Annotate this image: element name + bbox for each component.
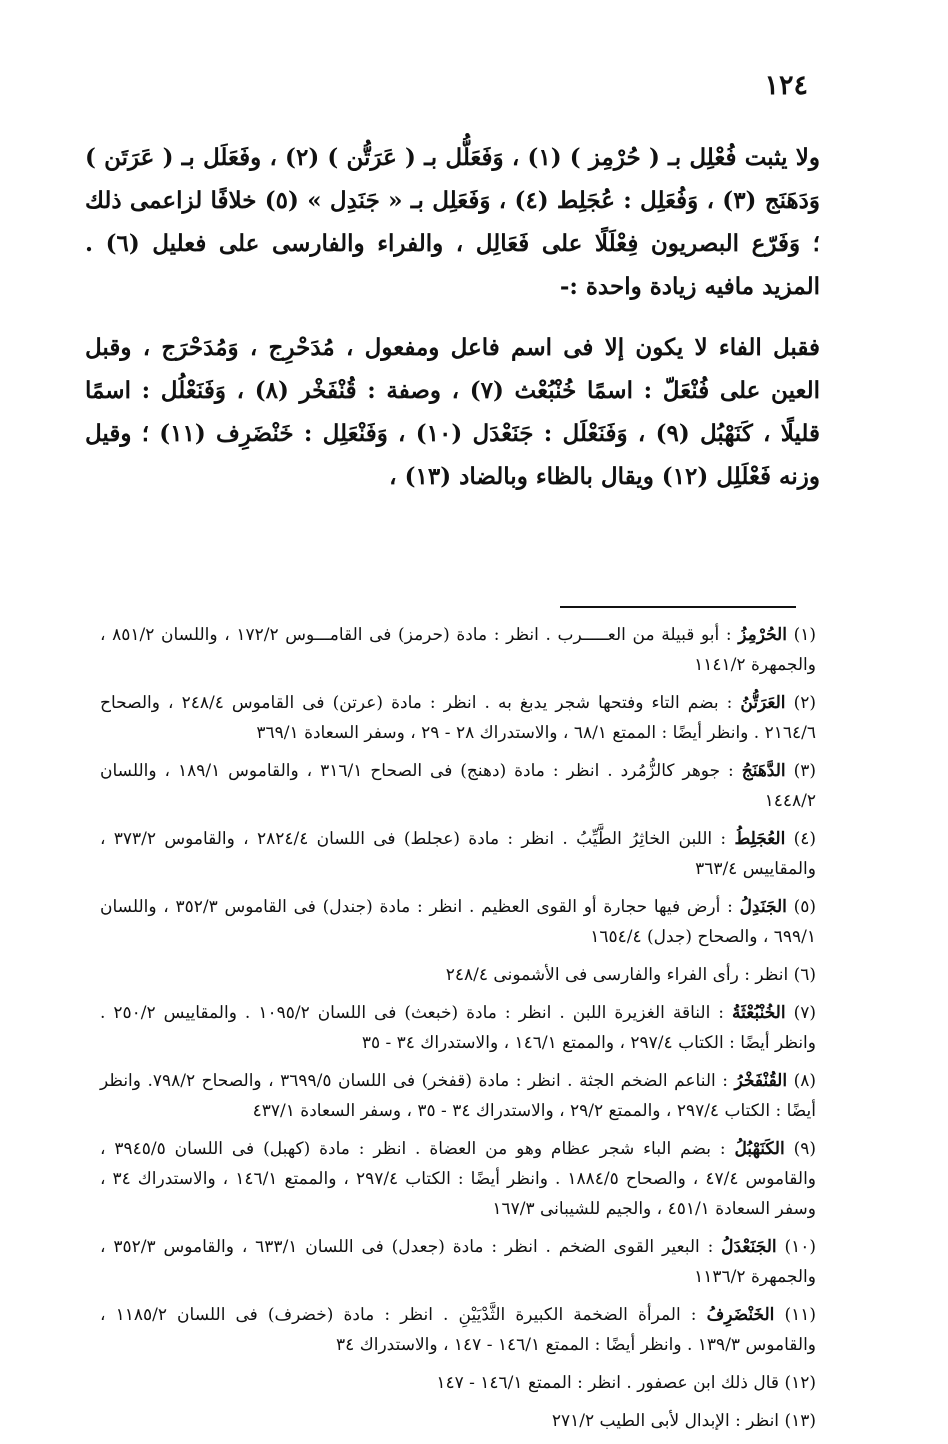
footnote-term: العُجَلِطُ bbox=[734, 829, 786, 849]
footnote bbox=[100, 620, 816, 680]
footnote-text: : الناعم الضخم الجثة . انظر : مادة (قفخر) فى اللسان ٣٦٩٩/٥ ، والصحاح ٧٩٨/٢. وانظر أيضًا : الكتاب ٢٩٧/٤ ، والممتع ٢٩/٢ ، والاستدراك ٣٤ - ٣٥ ، وسفر السعادة ٤٣٧/١ bbox=[100, 1071, 816, 1121]
footnote-text: : المرأة الضخمة الكبيرة الثَّدْيَيْنِ . انظر : مادة (خضرف) فى اللسان ١١٨٥/٢ ، والقاموس ١٣٩/٣ . وانظر أيضًا : الممتع ١٤٦/١ - ١٤٧ ، والاستدراك ٣٤ bbox=[100, 1305, 816, 1355]
footnote-term: الكَنَهْبُلُ bbox=[734, 1139, 785, 1159]
footnote bbox=[100, 1368, 816, 1398]
footnote bbox=[100, 824, 816, 884]
footnote-text: : أبو قبيلة من العـــــرب . انظر : مادة (حرمز) فى القامـــوس ١٧٢/٢ ، واللسان ٨٥١/٢ ، والجمهرة ١١٤١/٢ bbox=[100, 625, 816, 675]
footnote-text: انظر : الإبدال لأبى الطيب ٢٧١/٢ bbox=[551, 1411, 780, 1431]
footnote bbox=[100, 998, 816, 1058]
footnote-marker: (٧) bbox=[793, 1003, 817, 1023]
footnote-marker: (١٣) bbox=[784, 1411, 816, 1431]
page-number: ١٢٤ bbox=[764, 70, 808, 101]
footnote-marker: (١١) bbox=[784, 1305, 816, 1325]
footnote bbox=[100, 756, 816, 816]
footnote-marker: (٥) bbox=[793, 897, 816, 917]
footnote bbox=[100, 688, 816, 748]
footnote-marker: (٢) bbox=[793, 693, 817, 713]
paragraph: ولا يثبت فُعْلِل بـ ( حُرْمِز ) (١) ، وَفَعَلُّل بـ ( عَرَتُّن ) (٢) ، وفَعَلَل بـ ( عَرَتَن ) وَدَهَنَج (٣) ، وَفُعَلِل : عُجَلِط (٤) ، وَفَعَلِل بـ « جَنَدِل » (٥) خلافًا لزاعمى ذلك ؛ وَفَرّع البصريون فِعْلَلًا على فَعَالِل ، والفراء والفارسى على فعليل (٦) . المزيد مافيه زيادة واحدة :- bbox=[85, 144, 820, 300]
footnote-marker: (١٢) bbox=[784, 1373, 816, 1393]
footnote-separator bbox=[560, 606, 796, 608]
footnote bbox=[100, 1066, 816, 1126]
footnote-marker: (٣) bbox=[793, 761, 817, 781]
footnote-term: القُنْفَخْرُ bbox=[734, 1071, 788, 1091]
footnote-marker: (١) bbox=[793, 625, 817, 645]
footnote bbox=[100, 1300, 816, 1360]
footnote-term: الخَنْضَرِفُ bbox=[706, 1305, 775, 1325]
footnote-term: الجَنَعْدَلُ bbox=[721, 1237, 777, 1257]
footnote-text: : بضم التاء وفتحها شجر يدبغ به . انظر : مادة (عرتن) فى القاموس ٢٤٨/٤ ، والصحاح ٢١٦٤/٦ . وانظر أيضًا : الممتع ٦٨/١ ، والاستدراك ٢٨ - ٢٩ ، وسفر السعادة ٣٦٩/١ bbox=[100, 693, 816, 743]
footnote-term: الدَّهَنَجُ bbox=[741, 761, 786, 781]
main-text bbox=[85, 136, 820, 498]
footnote-term: العَرَتُّنُ bbox=[740, 693, 786, 713]
footnote-text: : الناقة الغزيرة اللبن . انظر : مادة (خبعث) فى اللسان ١٠٩٥/٢ . والمقاييس ٢٥٠/٢ . وانظر أيضًا : الكتاب ٢٩٧/٤ ، والممتع ١٤٦/١ ، والاستدراك ٣٤ - ٣٥ bbox=[100, 1003, 816, 1053]
footnote bbox=[100, 892, 816, 952]
footnote-text: : البعير القوى الضخم . انظر : مادة (جعدل) فى اللسان ٦٣٣/١ ، والقاموس ٣٥٢/٣ ، والجمهرة ١١٣٦/٢ bbox=[100, 1237, 816, 1287]
footnote-text: قال ذلك ابن عصفور . انظر : الممتع ١٤٦/١ - ١٤٧ bbox=[436, 1373, 780, 1393]
footnote-marker: (٨) bbox=[793, 1071, 816, 1091]
footnote-marker: (٦) bbox=[793, 965, 816, 985]
footnote-term: الحُرْمِزُ bbox=[738, 625, 787, 645]
footnote-text: : أرض فيها حجارة أو القوى العظيم . انظر : مادة (جندل) فى القاموس ٣٥٢/٣ ، واللسان ٦٩٩/١ ، والصحاح (جدل) ١٦٥٤/٤ bbox=[100, 897, 816, 947]
footnote-text: : بضم الباء شجر عظام وهو من العضاة . انظر : مادة (كهبل) فى اللسان ٣٩٤٥/٥ ، والقاموس ٤٧/٤ ، والصحاح ١٨٨٤/٥ . وانظر أيضًا : الكتاب ٢٩٧/٤ ، والممتع ١٤٦/١ ، والاستدراك ٣٤ ، وسفر السعادة ٤٥١/١ ، والجيم للشيبانى ١٦٧/٣ bbox=[100, 1139, 817, 1219]
footnote-marker: (٤) bbox=[793, 829, 817, 849]
footnote-text: : جوهر كالزُّمُرد . انظر : مادة (دهنج) فى الصحاح ٣١٦/١ ، والقاموس ١٨٩/١ ، واللسان ١٤٤٨/٢ bbox=[100, 761, 816, 811]
footnote-term: الجَنَدِلُ bbox=[739, 897, 787, 917]
footnote-marker: (٩) bbox=[793, 1139, 817, 1159]
footnote bbox=[100, 1232, 816, 1292]
footnote bbox=[100, 960, 816, 990]
footnote-term: الخُنْبُعْثَةُ bbox=[732, 1003, 786, 1023]
footnote bbox=[100, 1134, 816, 1224]
footnote-marker: (١٠) bbox=[784, 1237, 817, 1257]
footnote bbox=[100, 1406, 816, 1436]
paragraph: فقبل الفاء لا يكون إلا فى اسم فاعل ومفعول ، مُدَحْرِج ، وَمُدَحْرَج ، وقبل العين على فُنْعَلّ : اسمًا خُنْبُعْث (٧) ، وصفة : قُنْفَخْر (٨) ، وَفَنَعْلُل : اسمًا قليلًا ، كَنَهْبُل (٩) ، وَفَنَعْلَل : جَنَعْدَل (١٠) ، وَفَنْعَلِل : خَنْضَرِف (١١) ؛ وقيل وزنه فَعْلَلِل (١٢) ويقال بالظاء وبالضاد (١٣) ، bbox=[85, 334, 821, 490]
footnote-text: : اللبن الخاثِرُ الطَّيِّبُ . انظر : مادة (عجلط) فى اللسان ٢٨٢٤/٤ ، والقاموس ٣٧٣/٢ ، والمقاييس ٣٦٣/٤ bbox=[100, 829, 816, 879]
footnotes bbox=[100, 620, 816, 1444]
footnote-text: انظر : رأى الفراء والفارسى فى الأشمونى ٢٤٨/٤ bbox=[445, 965, 789, 985]
